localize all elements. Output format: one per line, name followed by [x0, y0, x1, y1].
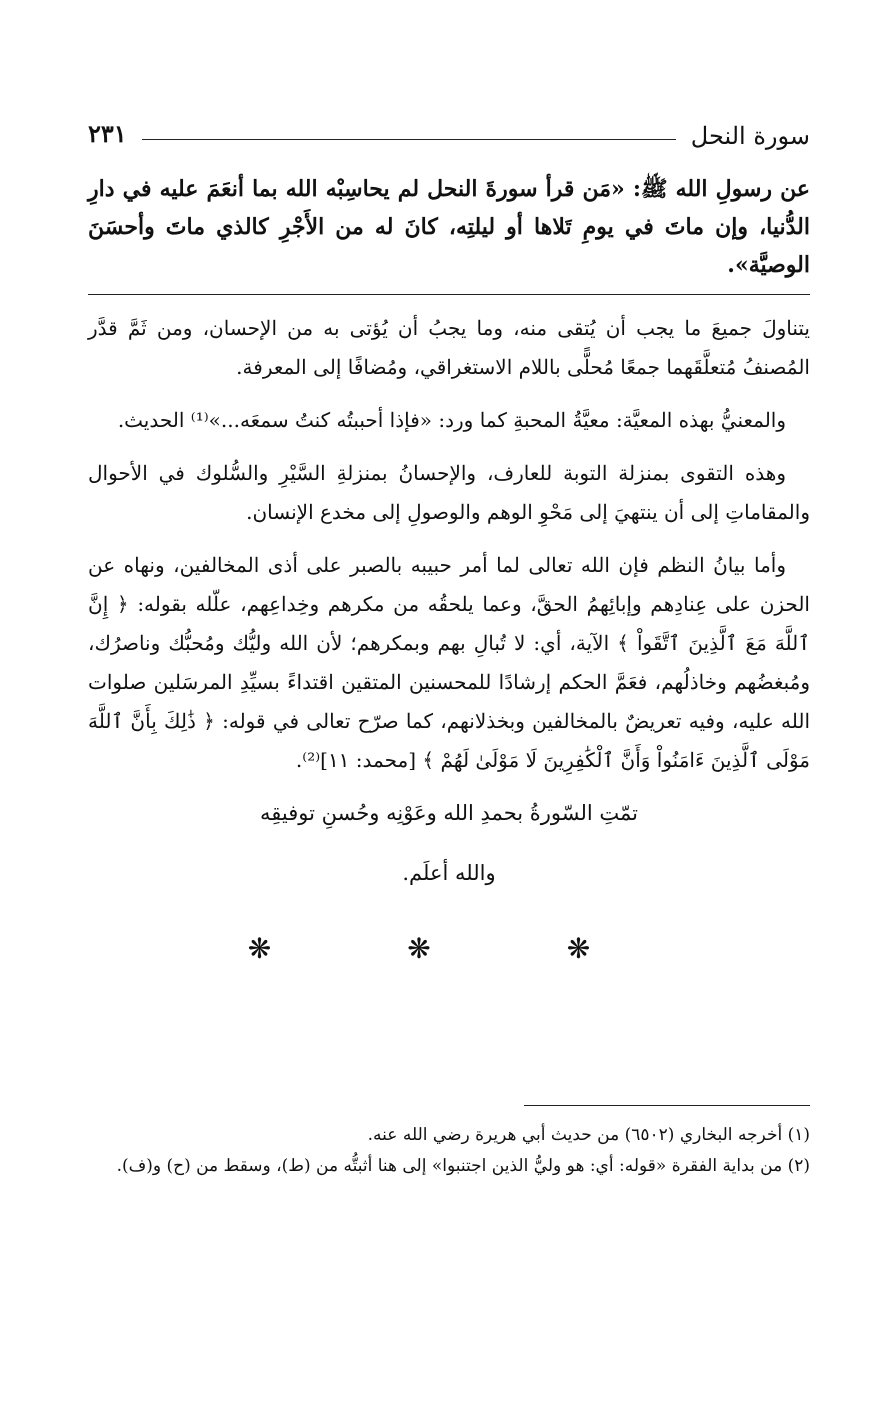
header-title: سورة النحل: [690, 122, 810, 150]
section-end-ornament: [88, 932, 810, 965]
star-ornament-icon: ❋: [247, 932, 332, 965]
closing-line: تمّتِ السّورةُ بحمدِ الله وعَوْنِه وحُسنِ توفيقِه: [259, 801, 639, 825]
footnotes: [88, 1120, 810, 1182]
header-rule: [142, 139, 676, 140]
paragraph: يتناولَ جميعَ ما يجب أن يُتقى منه، وما يجبُ أن يُؤتى به من الإحسان، ومن ثَمَّ قدَّر المُصنفُ مُتعلَّقَهما جمعًا مُحلًّى باللام الاستغراقي، ومُضافًا إلى المعرفة.: [88, 316, 810, 379]
footnote-rule: [524, 1105, 810, 1106]
page: [88, 100, 810, 965]
carryover-text: عن رسولِ الله ﷺ: «مَن قرأ سورةَ النحل لم يحاسِبْه الله بما أنعَمَ عليه في دارِ الدُّنيا، وإن ماتَ في يومِ تَلاها أو ليلتِه، كانَ له من الأَجْرِ كالذي ماتَ وأحسَنَ الوصيَّة».: [88, 176, 810, 278]
footnote: (١) أخرجه البخاري (٦٥٠٢) من حديث أبي هريرة رضي الله عنه.: [367, 1125, 810, 1145]
closing-line-2: والله أعلَم.: [402, 861, 496, 885]
paragraph: وأما بيانُ النظم فإن الله تعالى لما أمر حبيبه بالصبر على أذى المخالفين، ونهاه عن الحزن على عِنادِهم وإبائِهمُ الحقَّ، وعما يلحقُه من مكرهم وخِداعِهم، علّله بقوله: ﴿ إِنَّ ٱللَّهَ مَعَ ٱلَّذِينَ ٱتَّقَواْ ﴾ الآية، أي: لا تُبالِ بهم وبمكرهم؛ لأن الله وليُّك ومُحبُّك وناصرُك، ومُبغضُهم وخاذلُهم، فعَمَّ الحكم إرشادًا للمحسنين المتقين اقتداءً بسيِّدِ المرسَلين صلوات الله عليه، وفيه تعريضٌ بالمخالفين وبخذلانهم، كما صرّح تعالى في قوله: ﴿ ذَٰلِكَ بِأَنَّ ٱللَّهَ مَوْلَى ٱلَّذِينَ ءَامَنُواْ وَأَنَّ ٱلْكَٰفِرِينَ لَا مَوْلَىٰ لَهُمْ ﴾ [محمد: ١١]⁽²⁾.: [88, 553, 811, 772]
running-header: [88, 100, 810, 152]
section-divider: [88, 294, 810, 295]
paragraph: وهذه التقوى بمنزلة التوبة للعارف، والإحسانُ بمنزلةِ السَّيْرِ والسُّلوك في الأحوال والمقاماتِ إلى أن ينتهيَ إلى مَحْوِ الوهم والوصولِ إلى مخدع الإنسان.: [88, 461, 810, 524]
star-ornament-icon: ❋: [407, 932, 491, 965]
body-text: [88, 309, 810, 780]
star-ornament-icon: ❋: [566, 932, 651, 965]
paragraph: والمعنيُّ بهذه المعيَّة: معيَّةُ المحبةِ كما ورد: «فإذا أحببتُه كنتُ سمعَه...»⁽¹⁾ الحديث.: [117, 408, 786, 432]
page-number: ٢٣١: [88, 119, 127, 148]
footnote: (٢) من بداية الفقرة «قوله: أي: هو وليُّ الذين اجتنبوا» إلى هنا أثبتُّه من (ط)، وسقط من (ح) و(ف).: [116, 1156, 810, 1176]
